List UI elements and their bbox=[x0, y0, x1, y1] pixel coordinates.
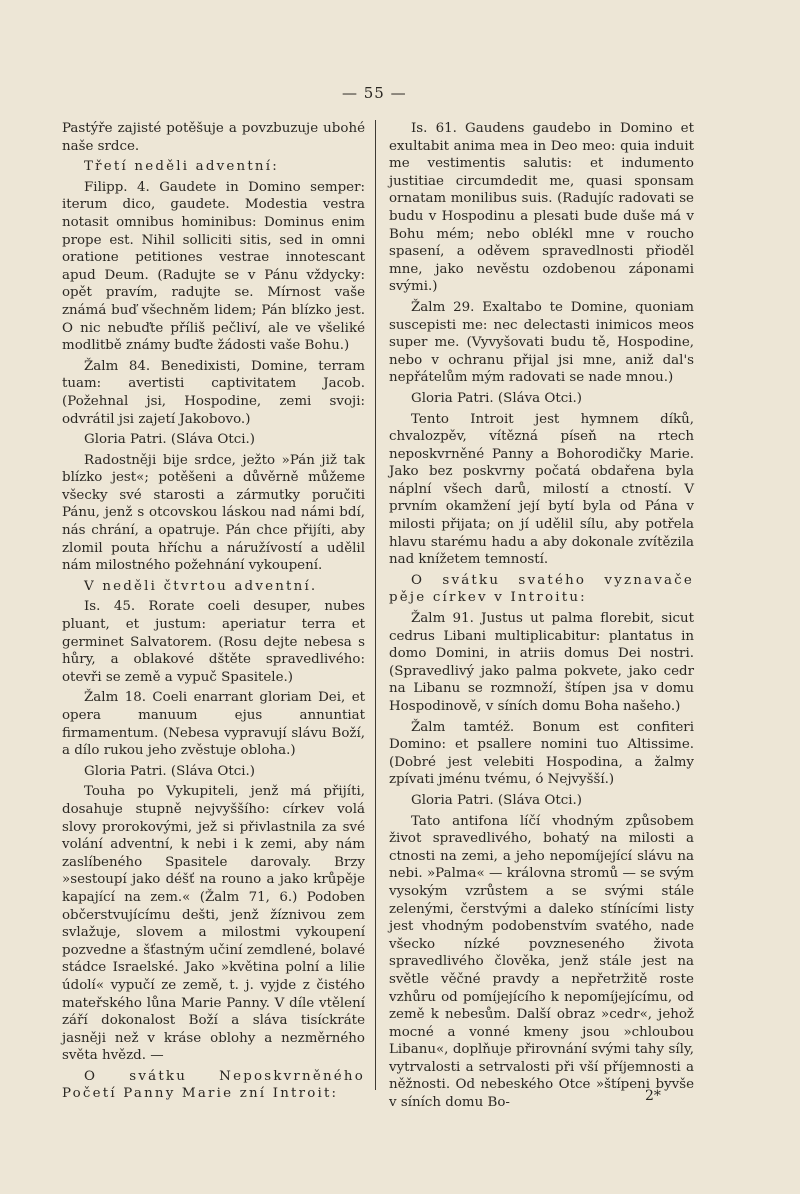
section-heading: O svátku Neposkvrněného Početí Panny Marie zní Introit: bbox=[62, 1068, 365, 1102]
section-heading: O svátku svatého vyznavače pěje církev v Introitu: bbox=[389, 572, 694, 606]
paragraph: Tato antifona líčí vhodným způsobem život spravedlivého, bohatý na milosti a ctnosti na zemi, a jeho nepomíjející slávu na nebi. »Palma« — královna stromů — se svým vysokým vzrůstem a se svými stále zelenými, čerstvými a daleko stínícími listy jest vhodným podobenstvím svatého, nade všecko nízké povzneseného života spravedlivého člověka, jenž stále jest na světle věčné pravdy a nepřetržitě roste vzhůru od pomíjejícího k nepomíjejícímu, od země k nebesům. Další obraz »cedr«, jehož mocné a vonné kmeny jsou »chloubou Libanu«, doplňuje přirovnání svými tahy síly, vytrvalosti a setrvalosti při vší příjemnosti a něžnosti. Od nebeského Otce »štípeni byvše v síních domu Bo- bbox=[389, 813, 694, 1111]
paragraph: Is. 61. Gaudens gaudebo in Domino et exultabit anima mea in Deo meo: quia induit me vestimentis salutis: et indumento justitiae circumdedit me, quasi sponsam ornatam monilibus suis. (Radujíc radovati se budu v Hospodinu a plesati bude duše má v Bohu mém; nebo oblékl mne v roucho spasení, a oděvem spravedlnosti přioděl mne, jako nevěstu ozdobenou záponami svými.) bbox=[389, 121, 694, 295]
paragraph: Filipp. 4. Gaudete in Domino semper: iterum dico, gaudete. Modestia vestra notasit omnibus hominibus: Dominus enim prope est. Nihil solliciti sitis, sed in omni oratione petitiones vestrae innotescant apud Deum. (Radujte se v Pánu vždycky: opět pravím, radujte se. Mírnost vaše známá buď všechněm lidem; Pán blízko jest. O nic nebuďte příliš pečliví, ale ve všeliké modlitbě známy buďte žádosti vaše Bohu.) bbox=[62, 179, 365, 354]
paragraph: Gloria Patri. (Sláva Otci.) bbox=[411, 792, 583, 808]
paragraph: Žalm tamtéž. Bonum est confiteri Domino: et psallere nomini tuo Altissime. (Dobré jest velebiti Hospodina, a žalmy zpívati jménu tvému, ó Nejvyšší.) bbox=[389, 719, 694, 788]
paragraph: Radostněji bije srdce, ježto »Pán již tak blízko jest«; potěšeni a důvěrně můžeme všecky své starosti a zármutky poručiti Pánu, jenž s otcovskou láskou nad námi bdí, nás chrání, a opatruje. Pán chce přijíti, aby zlomil pouta hříchu a náružívostí a udělil nám milostného požehnání vykoupení. bbox=[62, 452, 365, 574]
section-heading: Třetí neděli adventní: bbox=[84, 159, 279, 175]
paragraph: Gloria Patri. (Sláva Otci.) bbox=[84, 432, 256, 448]
paragraph: Tento Introit jest hymnem díků, chvalozpěv, vítězná píseň na rtech neposkvrněné Panny a Bohorodičky Marie. Jako bez poskvrny počatá obdařena byla náplní všech darů, milostí a ctností. V prvním okamžení její bytí byla od Pána v milosti přijata; on jí udělil sílu, aby potřela hlavu starému hadu a aby dokonale zvítězila nad knížetem temností. bbox=[389, 411, 694, 568]
right-column bbox=[389, 120, 694, 1115]
paragraph: Gloria Patri. (Sláva Otci.) bbox=[411, 390, 583, 406]
printer-signature: 2* bbox=[645, 1088, 661, 1104]
column-divider bbox=[375, 120, 376, 1090]
page-number: — 55 — bbox=[342, 84, 407, 102]
paragraph: Pastýře zajisté potěšuje a povzbuzuje ubohé naše srdce. bbox=[62, 121, 365, 154]
paragraph: Žalm 84. Benedixisti, Domine, terram tuam: avertisti captivitatem Jacob. (Požehnal jsi, Hospodine, zemi svoji: odvrátil jsi zajetí Jakobovo.) bbox=[62, 358, 365, 427]
paragraph: Žalm 18. Coeli enarrant gloriam Dei, et opera manuum ejus annuntiat firmamentum. (Nebesa vypravují slávu Boží, a dílo rukou jeho zvěstuje obloha.) bbox=[62, 690, 365, 759]
paragraph: Is. 45. Rorate coeli desuper, nubes pluant, et justum: aperiatur terra et germinet Salvatorem. (Rosu dejte nebesa s hůry, a oblakové dštěte spravedlivého: otevři se země a vypuč Spasitele.) bbox=[62, 599, 365, 685]
paragraph: Touha po Vykupiteli, jenž má přijíti, dosahuje stupně nejvyššího: církev volá slovy prorokovými, jež si přivlastnila za své volání adventní, k nebi i k zemi, aby nám zaslíbeného Spasitele darovaly. Brzy »sestoupí jako déšť na rouno a jako krůpěje kapající na zem.« (Žalm 71, 6.) Podoben občerstvujícímu dešti, jenž žíznivou zem svlažuje, slovem a milostmi vykoupení pozvedne a šťastným učiní zemdlené, bolavé stádce Israelské. Jako »květina polní a lilie údolí« vypučí ze země, t. j. vyjde z čistého mateřského lůna Marie Panny. V díle vtělení září dokonalost Boží a sláva tisíckráte jasněji než v kráse oblohy a nezměrného světa hvězd. — bbox=[62, 784, 365, 1064]
section-heading: V neděli čtvrtou adventní. bbox=[84, 578, 318, 594]
paragraph: Žalm 29. Exaltabo te Domine, quoniam suscepisti me: nec delectasti inimicos meos super me. (Vyvyšovati budu tě, Hospodine, nebo v ochranu přijal jsi mne, aniž dal's nepřátelům mým radovati se nade mnou.) bbox=[389, 299, 694, 386]
left-column bbox=[62, 120, 365, 1106]
paragraph: Gloria Patri. (Sláva Otci.) bbox=[84, 763, 256, 779]
paragraph: Žalm 91. Justus ut palma florebit, sicut cedrus Libani multiplicabitur: plantatus in domo Domini, in atriis domus Dei nostri. (Spravedlivý jako palma pokvete, jako cedr na Libanu se rozmnoží, štípen jsa v domu Hospodinově, v síních domu Boha našeho.) bbox=[389, 611, 694, 714]
